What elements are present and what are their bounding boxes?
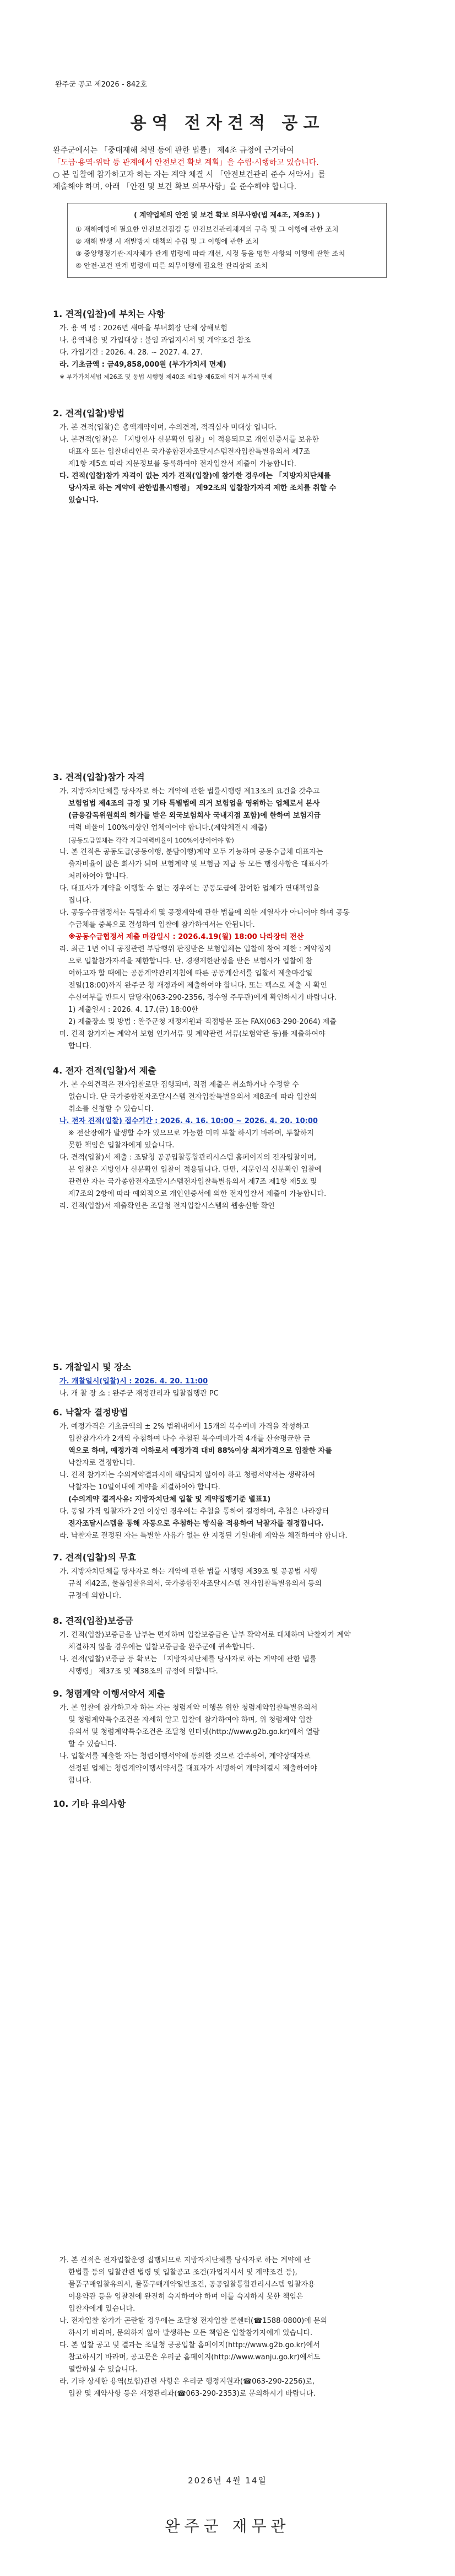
section-line: 나. 용역내용 및 가입대상 : 붙임 과업지시서 및 계약조건 참조 [59, 336, 251, 345]
section-line: (공동도급업체는 각각 지급여력비율이 100%이상이어야 함) [68, 836, 234, 844]
section-line: ※ 부가가치세법 제26조 및 동법 시행령 제40조 제1항 제6호에 의거 부가세 면제 [59, 373, 273, 380]
obligation-item: ② 재해 발생 시 재발방지 대책의 수립 및 그 이행에 관한 조치 [75, 237, 259, 245]
section-line[interactable]: 다. 본 입찰 공고 및 결과는 조달청 공공입찰 홈페이지(http://www.g2b.go.kr)에서 [59, 2341, 320, 2349]
notice-date: 2026년 4월 14일 [188, 2476, 267, 2486]
section-line: ※공동수급협정서 제출 마감일시 : 2026.4.19(월) 18:00 나라장터 전산 [68, 933, 304, 941]
section-10-body [53, 2255, 403, 2401]
section-line: 취소를 신청할 수 있습니다. [68, 1105, 154, 1113]
section-line: 가. 본 수의견적은 전자입찰로만 집행되며, 직접 제출은 취소하거나 수정할 수 [59, 1081, 299, 1089]
section-line: 라. 기타 상세한 용역(보험)관련 사항은 우리군 행정지원과(☎063-290-2256)로, [59, 2378, 315, 2386]
section-title: 8. 견적(입찰)보증금 [53, 1616, 133, 1626]
section-line: 물품구매입찰유의서, 물품구매계약일반조건, 공공입찰통합관리시스템 입찰자용 [68, 2280, 315, 2289]
section-line: 낙찰자로 결정합니다. [68, 1459, 136, 1467]
section-line: 출자비율이 많은 회사가 되며 보험계약 및 보험금 지급 등 모든 행정사항은 대표사가 [68, 860, 329, 868]
section-line: 가. 견적(입찰)보증금을 납부는 면제하며 입찰보증금은 납부 확약서로 대체하며 낙찰자가 계약 [59, 1631, 351, 1639]
section-line: 다. 대표사가 계약을 이행할 수 없는 경우에는 공동도급에 참여한 업체가 연대책임을 [59, 884, 320, 893]
section-line: (수의계약 결격사유: 지방자치단체 입찰 및 계약집행기준 별표1) [68, 1495, 271, 1504]
submission-period: 나. 전자 견적(입찰) 접수기간 : 2026. 4. 16. 10:00 ~ 2026. 4. 20. 10:00 [59, 1117, 318, 1125]
section-line: 보험업법 제4조의 규정 및 기타 특별법에 의거 보험업을 영위하는 업체로서 본사 [68, 799, 320, 808]
section-line: 및 청렴계약특수조건을 자세히 알고 입찰에 참가하여야 하며, 위 청렴계약 입찰 [68, 1716, 313, 1724]
opening-datetime: 가. 개찰일시(입찰)시 : 2026. 4. 20. 11:00 [59, 1377, 208, 1386]
section-line: 본 입찰은 지방인사 신분확인 입찰이 적용됩니다. 단만, 지문인식 신분확인 입찰에 [68, 1166, 322, 1174]
section-3 [53, 772, 403, 1053]
section-title: 7. 견적(입찰)의 무효 [53, 1552, 137, 1563]
section-line: 입찰참가자가 2개씩 추첨하여 다수 추첨된 복수예비가격 4개를 산술평균한 금 [68, 1435, 310, 1443]
section-line: 할 수 있습니다. [68, 1740, 117, 1748]
section-line: 액으로 하며, 예정가격 이하로서 예정가격 대비 88%이상 최저가격으로 입찰한 자를 [68, 1447, 332, 1455]
section-line: 다. 가입기간 : 2026. 4. 28. ~ 2027. 4. 27. [59, 348, 203, 357]
section-line: 하시기 바라며, 문의하지 않아 발생하는 모든 책임은 입찰참가자에게 있습니다. [68, 2329, 313, 2337]
section-line: 합니다. [68, 1042, 91, 1050]
section-line: 마. 견적 참가자는 계약서 보험 인가서류 및 계약관련 서류(보험약관 등)를 제출하여야 [59, 1030, 326, 1038]
section-5 [53, 1362, 403, 1400]
intro-line: 제출해야 하며, 아래 「안전 및 보건 확보 의무사항」을 준수해야 합니다. [53, 183, 297, 191]
section-9 [53, 1688, 403, 1788]
section-8 [53, 1616, 403, 1678]
section-line: 없습니다. 단 국가종합전자조달시스템 전자입찰특별유의서 제8조에 따라 입찰의 [68, 1093, 317, 1101]
section-line[interactable]: 참고하시기 바라며, 공고문은 우리군 홈페이지(http://www.wanju.go.kr)에서도 [68, 2353, 321, 2362]
obligation-item: ③ 중앙행정기관·지자체가 관계 법령에 따라 개선, 시정 등을 명한 사항의 이행에 관한 조치 [75, 249, 345, 257]
section-line: ※ 전산장애가 발생할 수가 있으므로 가능한 미리 투찰 하시기 바라며, 투찰하지 [68, 1129, 314, 1137]
section-line: 체결하지 않을 경우에는 입찰보증금을 완주군에 귀속합니다. [68, 1643, 255, 1651]
section-line: 전자조달시스템을 통해 자동으로 추첨하는 방식을 적용하여 낙찰자를 결정합니다. [68, 1520, 324, 1528]
section-2 [53, 408, 403, 507]
section-line: 라. 기초금액 : 금49,858,000원 (부가가치세 면제) [59, 361, 226, 369]
section-line: 나. 전자입찰 참가가 곤란할 경우에는 조달청 전자입찰 콜센터(☎1588-0800)에 문의 [59, 2317, 328, 2325]
section-line: 으로 입찰참가자격을 제한합니다. 단, 경쟁제한판정을 받은 보험사가 입찰에 참 [68, 957, 313, 965]
obligation-item: ① 재해예방에 필요한 안전보건점검 등 안전보건관리체계의 구축 및 그 이행에 관한 조치 [75, 225, 339, 233]
intro-line: 완주군에서는 「중대재해 처벌 등에 관한 법률」 제4조 규정에 근거하여 [53, 146, 294, 155]
section-line: 전일(18:00)까지 완주군 청 재정과에 제출하여야 합니다. 또는 팩스로 제출 시 확인 [68, 981, 327, 990]
section-line: 다. 동일 가격 입찰자가 2인 이상인 경우에는 추첨을 통하여 결정하며, 추첨은 나라장터 [59, 1507, 329, 1516]
section-line: 못한 책임은 입찰자에게 있습니다. [68, 1141, 175, 1150]
obligation-item: ④ 안전·보건 관계 법령에 따른 의무이행에 필요한 관리상의 조치 [75, 261, 268, 270]
section-line[interactable]: 유의서 및 청렴계약특수조건은 조달청 인터넷(http://www.g2b.go.kr)에서 열람 [68, 1728, 320, 1736]
section-title: 9. 청렴계약 이행서약서 제출 [53, 1688, 165, 1699]
intro-line: 「도급·용역·위탁 등 관계에서 안전보건 확보 계획」을 수립·시행하고 있습니다. [53, 158, 319, 167]
section-line: 가. 본 견적은 전자입찰운영 집행되므로 지방자치단체를 당사자로 하는 계약에 관 [59, 2256, 311, 2264]
section-line: 나. 개 찰 장 소 : 완주군 재정관리과 입찰집행관 PC [59, 1389, 219, 1398]
section-line: 선정된 업체는 청렴계약이행서약서를 대표자가 서명하여 계약체결시 제출하여야 [68, 1764, 317, 1773]
section-line: 입찰자에게 있습니다. [68, 2305, 136, 2313]
section-line: 나. 견적 참가자는 수의계약결과시에 해당되지 않아야 하고 청렴서약서는 생략하여 [59, 1471, 316, 1479]
section-line: 열람하실 수 있습니다. [68, 2365, 138, 2374]
section-line: 당사자로 하는 계약에 관한법률시행령」 제92조의 입찰참가자격 제한 조치를 취할 수 [68, 484, 337, 492]
section-line: 나. 견적(입찰)보증금 등 확보는 「지방자치단체를 당사자로 하는 계약에 관한 법률 [59, 1655, 317, 1663]
section-line: 규칙 제42조, 물품입찰유의서, 국가종합전자조달시스템 전자입찰특별유의서 등의 [68, 1580, 322, 1588]
section-line: 처리하여야 합니다. [68, 872, 128, 881]
section-line: 여하고자 할 때에는 공동계약관리지침에 따른 공동계산서를 입찰서 제출마감일 [68, 969, 313, 978]
section-line: 다. 견적(입찰)참가 자격이 없는 자가 견적(입찰)에 참가한 경우에는 「지방자치단체를 [59, 472, 331, 480]
section-line: 입찰 및 계약사항 등은 재정관리과(☎063-290-2353)로 문의하시기 바랍니다. [68, 2390, 316, 2398]
intro-block [53, 144, 403, 193]
section-line: 가. 본 견적(입찰)은 총액계약이며, 수의견적, 적격심사 미대상 입니다. [59, 423, 277, 432]
section-line: 제7조의 2항에 따라 예외적으로 개인인증서에 의한 전자입찰서 제출이 가능합니다. [68, 1190, 327, 1198]
section-line: 규정에 의합니다. [68, 1592, 122, 1600]
section-line: (금융감독위원회의 허가를 받은 외국보험회사 국내지점 포함)에 한하여 보험지급 [68, 812, 321, 820]
section-line: 1) 제출일시 : 2026. 4. 17.(금) 18:00한 [68, 1006, 198, 1014]
section-line: 라. 견적(입찰)서 제출확인은 조달청 전자입찰시스템의 웹송신함 확인 [59, 1202, 275, 1210]
section-4 [53, 1065, 403, 1213]
section-line: 나. 입찰서를 제출한 자는 청렴이행서약에 동의한 것으로 간주하여, 계약상대자로 [59, 1752, 311, 1761]
issuer-name: 완주군 재무관 [165, 2517, 290, 2535]
section-title: 10. 기타 유의사항 [53, 1799, 126, 1809]
section-line: 2) 제출장소 및 방법 : 완주군청 재정지원과 직접방문 또는 FAX(063-290-2064) 제출 [68, 1018, 337, 1026]
section-title: 3. 견적(입찰)참가 자격 [53, 772, 145, 782]
obligations-heading: ( 계약업체의 안전 및 보건 확보 의무사항(법 제4조, 제9조) ) [134, 211, 320, 219]
page-title: 용역 전자견적 공고 [130, 114, 325, 133]
intro-line: ○ 본 입찰에 참가하고자 하는 자는 계약 체결 시 「안전보건관리 준수 서약서」를 [53, 170, 326, 179]
section-line: 수급체를 중복으로 결성하여 입찰에 참가하여서는 안됩니다. [68, 921, 255, 929]
section-line: 관련한 자는 국가종합전자조달시스템전자입찰특별유의서 제7조 제1항 제5호 및 [68, 1178, 317, 1186]
section-title: 4. 전자 견적(입찰)서 제출 [53, 1065, 156, 1076]
section-line: 다. 공동수급협정서는 독립과제 및 공정계약에 관한 법률에 의한 계열사가 아니어야 하며 공동 [59, 909, 350, 917]
section-line: 나. 본견적(입찰)은 「지방인사 신분확인 입찰」이 적용되므로 개인인증서를 보유한 [59, 436, 319, 444]
section-10 [53, 1799, 403, 1813]
section-line: 시행령」 제37조 및 제38조의 규정에 의합니다. [68, 1667, 218, 1676]
section-line: 가. 지방자치단체를 당사자로 하는 계약에 관한 법률 시행령 제39조 및 공공법 시행 [59, 1568, 317, 1576]
section-line: 여력 비율이 100%이상인 업체이어야 합니다.(계약체결시 제출) [68, 824, 267, 832]
section-7 [53, 1552, 403, 1603]
section-title: 1. 견적(입찰)에 부치는 사항 [53, 309, 165, 319]
section-line: 제1항 제5호 따라 지문정보를 등록하여야 전자입찰서 제출이 가능합니다. [68, 460, 296, 468]
section-line: 가. 지방자치단체를 당사자로 하는 계약에 관한 법률시행령 제13조의 요건을 갖추고 [59, 787, 320, 796]
section-title: 6. 낙찰자 결정방법 [53, 1407, 128, 1418]
section-title: 5. 개찰일시 및 장소 [53, 1362, 132, 1372]
section-line: 한법률 등의 입찰관련 법령 및 입찰공고 조건(과업지시서 및 계약조건 등), [68, 2268, 297, 2277]
section-line: 낙찰자는 10일이내에 계약을 체결하여야 합니다. [68, 1483, 220, 1491]
notice-number: 완주군 공고 제2026 - 842호 [55, 80, 148, 89]
section-line: 라. 최근 1년 이내 공정관련 부당행위 판정받은 보험업체는 입찰에 참여 제한 : 계약정지 [59, 945, 332, 953]
section-line: 가. 용 역 명 : 2026년 새마을 부녀회장 단체 상해보험 [59, 324, 228, 332]
section-line: 다. 견적(입찰)서 제출 : 조달청 공공입찰통합관리시스템 홈페이지의 전자입찰이며, [59, 1153, 317, 1162]
section-line: 가. 예정가격은 기초금액의 ± 2% 범위내에서 15개의 복수예비 가격을 작성하고 [59, 1423, 310, 1431]
section-line: 집니다. [68, 897, 91, 905]
section-6 [53, 1407, 403, 1543]
section-line: 나. 본 견적은 공동도급(공동이행, 분담이행)계약 모두 가능하며 공동수급체 대표자는 [59, 848, 323, 856]
obligations-box [67, 203, 387, 278]
section-line: 수신여부를 반드시 담당자(063-290-2356, 정수영 주무관)에게 확인하시기 바랍니다. [68, 994, 337, 1002]
section-line: 있습니다. [68, 496, 99, 505]
section-line: 이용약관 등을 입찰전에 완전히 숙지하여야 하며 이를 숙지하지 못한 책임은 [68, 2293, 304, 2301]
section-line: 대표자 또는 입찰대리인은 국가종합전자조달시스템전자입찰특별유의서 제7조 [68, 448, 311, 456]
section-title: 2. 견적(입찰)방법 [53, 408, 125, 418]
section-line: 합니다. [68, 1777, 91, 1785]
section-1 [53, 309, 403, 384]
section-line: 라. 낙찰자로 결정된 자는 특별한 사유가 없는 한 지정된 기일내에 계약을 체결하여야 합니다. [59, 1532, 348, 1540]
section-line: 가. 본 입찰에 참가하고자 하는 자는 청렴계약 이행을 위한 청렴계약입찰특별유의서 [59, 1704, 318, 1712]
